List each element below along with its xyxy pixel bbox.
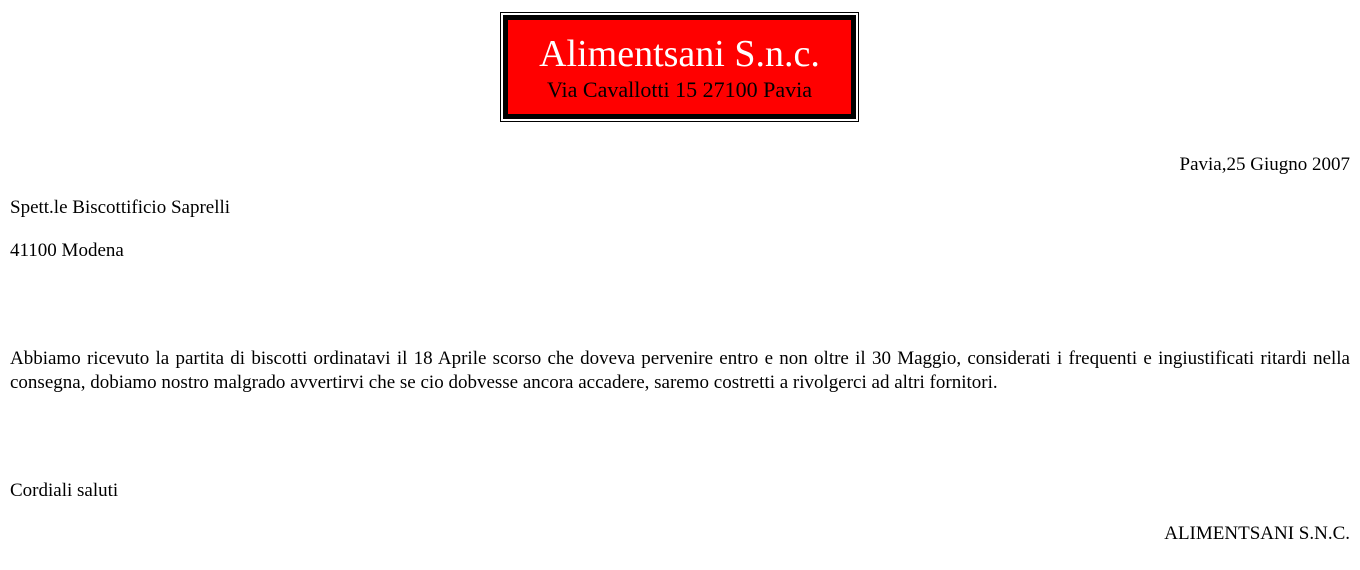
- letter-signature: ALIMENTSANI S.N.C.: [1164, 523, 1350, 544]
- company-name: Alimentsani S.n.c.: [539, 33, 820, 75]
- letter-body: Abbiamo ricevuto la partita di biscotti ordinatavi il 18 Aprile scorso che doveva pervenire entro e non oltre il 30 Maggio, considerati i frequenti e ingiustificati ritardi nella consegna, dobiamo nostro malgrado avvertirvi che se cio dobvesse ancora accadere, saremo costretti a rivolgerci ad altri fornitori.: [10, 348, 1350, 393]
- letterhead-logo: [500, 12, 859, 122]
- company-address: Via Cavallotti 15 27100 Pavia: [546, 77, 813, 102]
- letterhead-box: [503, 15, 856, 119]
- recipient-name: Spett.le Biscottificio Saprelli: [10, 197, 231, 218]
- recipient-city: 41100 Modena: [10, 240, 124, 261]
- letter-date: Pavia,25 Giugno 2007: [1179, 154, 1350, 175]
- letter-closing: Cordiali saluti: [10, 480, 119, 501]
